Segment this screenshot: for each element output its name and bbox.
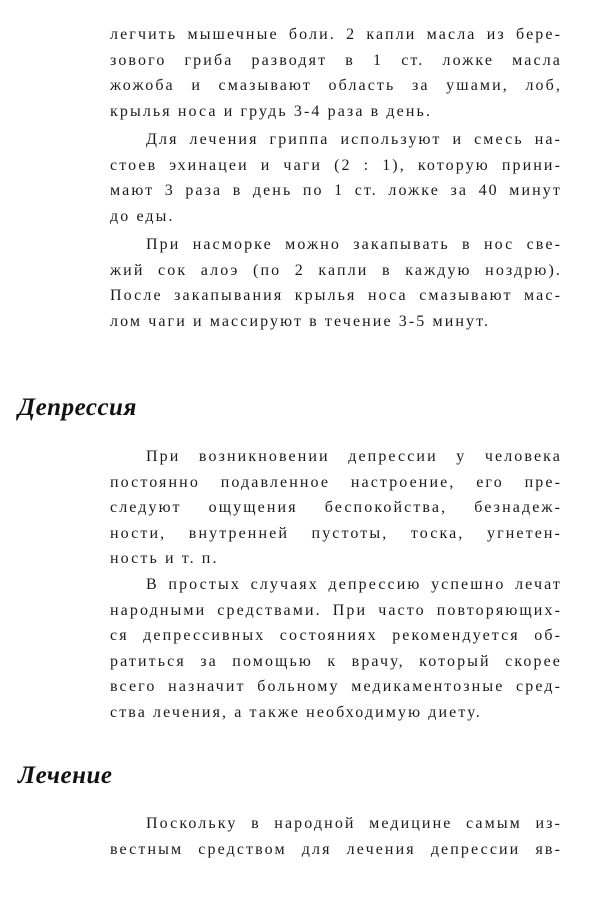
text-line: до еды. xyxy=(110,207,175,225)
text-line: В простых случаях депрессию успешно лечат xyxy=(146,576,562,593)
text-line: При насморке можно закапывать в нос све- xyxy=(146,236,562,253)
text-line: крылья носа и грудь 3-4 раза в день. xyxy=(110,102,432,120)
section-heading-depression: Депрессия xyxy=(18,394,137,421)
paragraph-runny-nose xyxy=(110,232,562,334)
text-line: Для лечения гриппа используют и смесь на- xyxy=(146,131,562,148)
text-line: ности, внутренней пустоты, тоска, угнетен- xyxy=(110,524,562,542)
text-line: мают 3 раза в день по 1 ст. ложке за 40 минут xyxy=(110,182,562,200)
paragraph-depression-intro xyxy=(110,444,562,572)
text-line: Поскольку в народной медицине самым из- xyxy=(146,815,562,832)
text-line: ся депрессивных состояниях рекомендуется об- xyxy=(110,627,562,645)
text-line: стоев эхинацеи и чаги (2 : 1), которую прини- xyxy=(110,156,562,174)
paragraph-depression-treatment xyxy=(110,572,562,726)
text-line: После закапывания крылья носа смазывают мас- xyxy=(110,287,562,305)
text-line: вестным средством для лечения депрессии яв- xyxy=(110,840,562,858)
text-line: постоянно подавленное настроение, его пре- xyxy=(110,473,562,491)
text-line: лом чаги и массируют в течение 3-5 минут. xyxy=(110,312,491,330)
text-line: народными средствами. При часто повторяющих- xyxy=(110,601,562,619)
paragraph-flu xyxy=(110,127,562,229)
text-line: ратиться за помощью к врачу, который скорее xyxy=(110,652,562,670)
paragraph-treatment xyxy=(110,811,562,862)
text-line: ность и т. п. xyxy=(110,550,219,568)
text-line: следуют ощущения беспокойства, безнадеж- xyxy=(110,499,562,517)
text-line: всего назначит больному медикаментозные сред- xyxy=(110,678,562,696)
text-line: легчить мышечные боли. 2 капли масла из бере- xyxy=(110,26,562,43)
section-heading-treatment: Лечение xyxy=(18,762,113,789)
paragraph-continuation xyxy=(110,22,562,124)
text-line: ства лечения, а также необходимую диету. xyxy=(110,703,482,721)
text-line: зового гриба разводят в 1 ст. ложке масла xyxy=(110,51,562,69)
text-line: При возникновении депрессии у человека xyxy=(146,448,562,465)
text-line: жий сок алоэ (по 2 капли в каждую ноздрю). xyxy=(110,261,562,279)
text-line: жожоба и смазывают область за ушами, лоб, xyxy=(110,77,562,95)
